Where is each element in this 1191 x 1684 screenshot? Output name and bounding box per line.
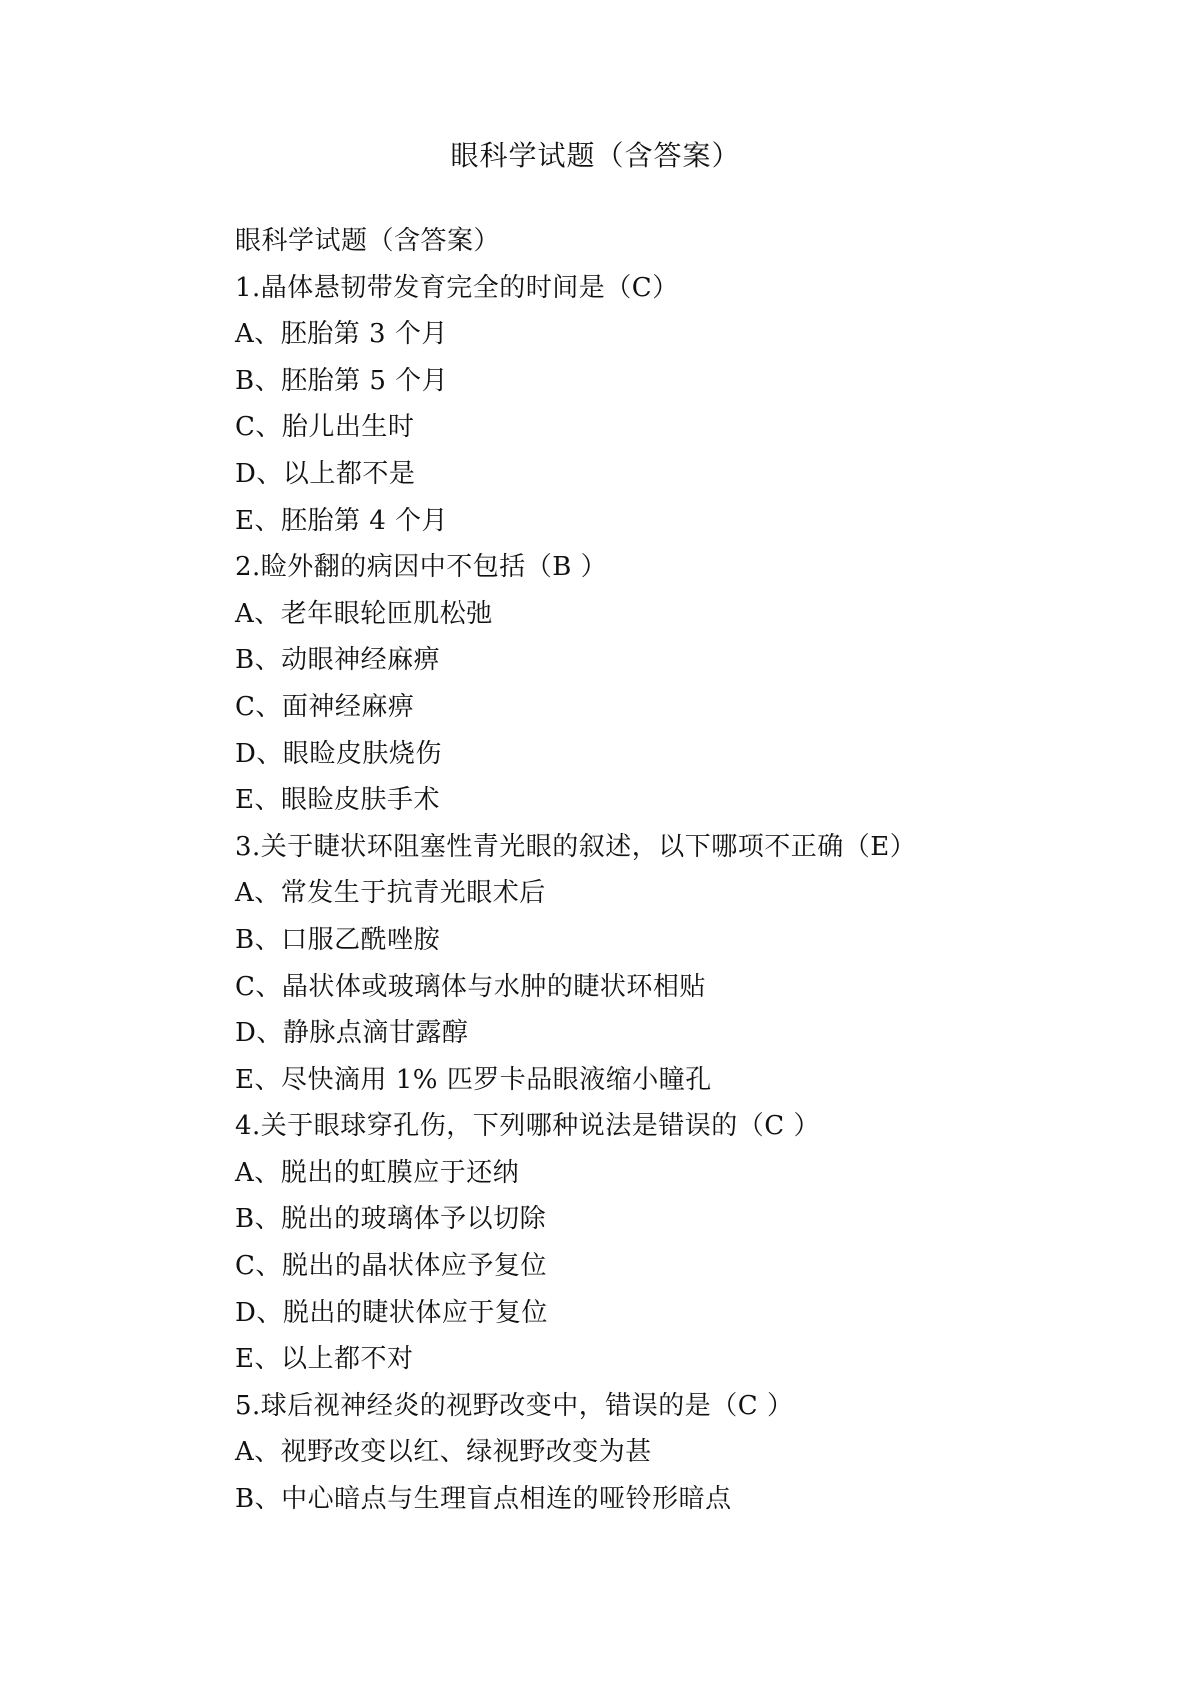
option-line: E、眼睑皮肤手术 <box>235 785 440 816</box>
option-line: A、视野改变以红、绿视野改变为甚 <box>235 1437 652 1468</box>
option-line: E、胚胎第 4 个月 <box>235 505 449 536</box>
document-body <box>235 218 1135 1523</box>
document-title: 眼科学试题（含答案） <box>450 139 741 172</box>
option-line: C、晶状体或玻璃体与水肿的睫状环相贴 <box>235 971 706 1002</box>
option-line: A、常发生于抗青光眼术后 <box>235 878 546 909</box>
question-line: 3.关于睫状环阻塞性青光眼的叙述，以下哪项不正确（E） <box>235 831 917 862</box>
option-line: C、脱出的晶状体应予复位 <box>235 1251 547 1282</box>
option-line: B、中心暗点与生理盲点相连的哑铃形暗点 <box>235 1484 732 1515</box>
option-line: D、脱出的睫状体应于复位 <box>235 1297 548 1328</box>
option-line: C、面神经麻痹 <box>235 691 415 722</box>
question-line: 5.球后视神经炎的视野改变中，错误的是（C ） <box>235 1390 794 1421</box>
question-line: 1.晶体悬韧带发育完全的时间是（C） <box>235 272 679 303</box>
option-line: D、以上都不是 <box>235 458 416 489</box>
option-line: D、静脉点滴甘露醇 <box>235 1018 469 1049</box>
question-line: 2.睑外翻的病因中不包括（B ） <box>235 552 608 583</box>
option-line: A、脱出的虹膜应于还纳 <box>235 1157 520 1188</box>
option-line: D、眼睑皮肤烧伤 <box>235 738 442 769</box>
option-line: B、胚胎第 5 个月 <box>235 365 449 396</box>
option-line: B、脱出的玻璃体予以切除 <box>235 1204 547 1235</box>
option-line: B、口服乙酰唑胺 <box>235 924 441 955</box>
question-line: 4.关于眼球穿孔伤，下列哪种说法是错误的（C ） <box>235 1111 820 1142</box>
option-line: B、动眼神经麻痹 <box>235 645 441 676</box>
option-line: E、以上都不对 <box>235 1344 414 1375</box>
option-line: A、老年眼轮匝肌松弛 <box>235 598 493 629</box>
option-line: A、胚胎第 3 个月 <box>235 319 448 350</box>
option-line: E、尽快滴用 1% 匹罗卡品眼液缩小瞳孔 <box>235 1064 712 1095</box>
text-line: 眼科学试题（含答案） <box>235 226 501 256</box>
option-line: C、胎儿出生时 <box>235 412 415 443</box>
